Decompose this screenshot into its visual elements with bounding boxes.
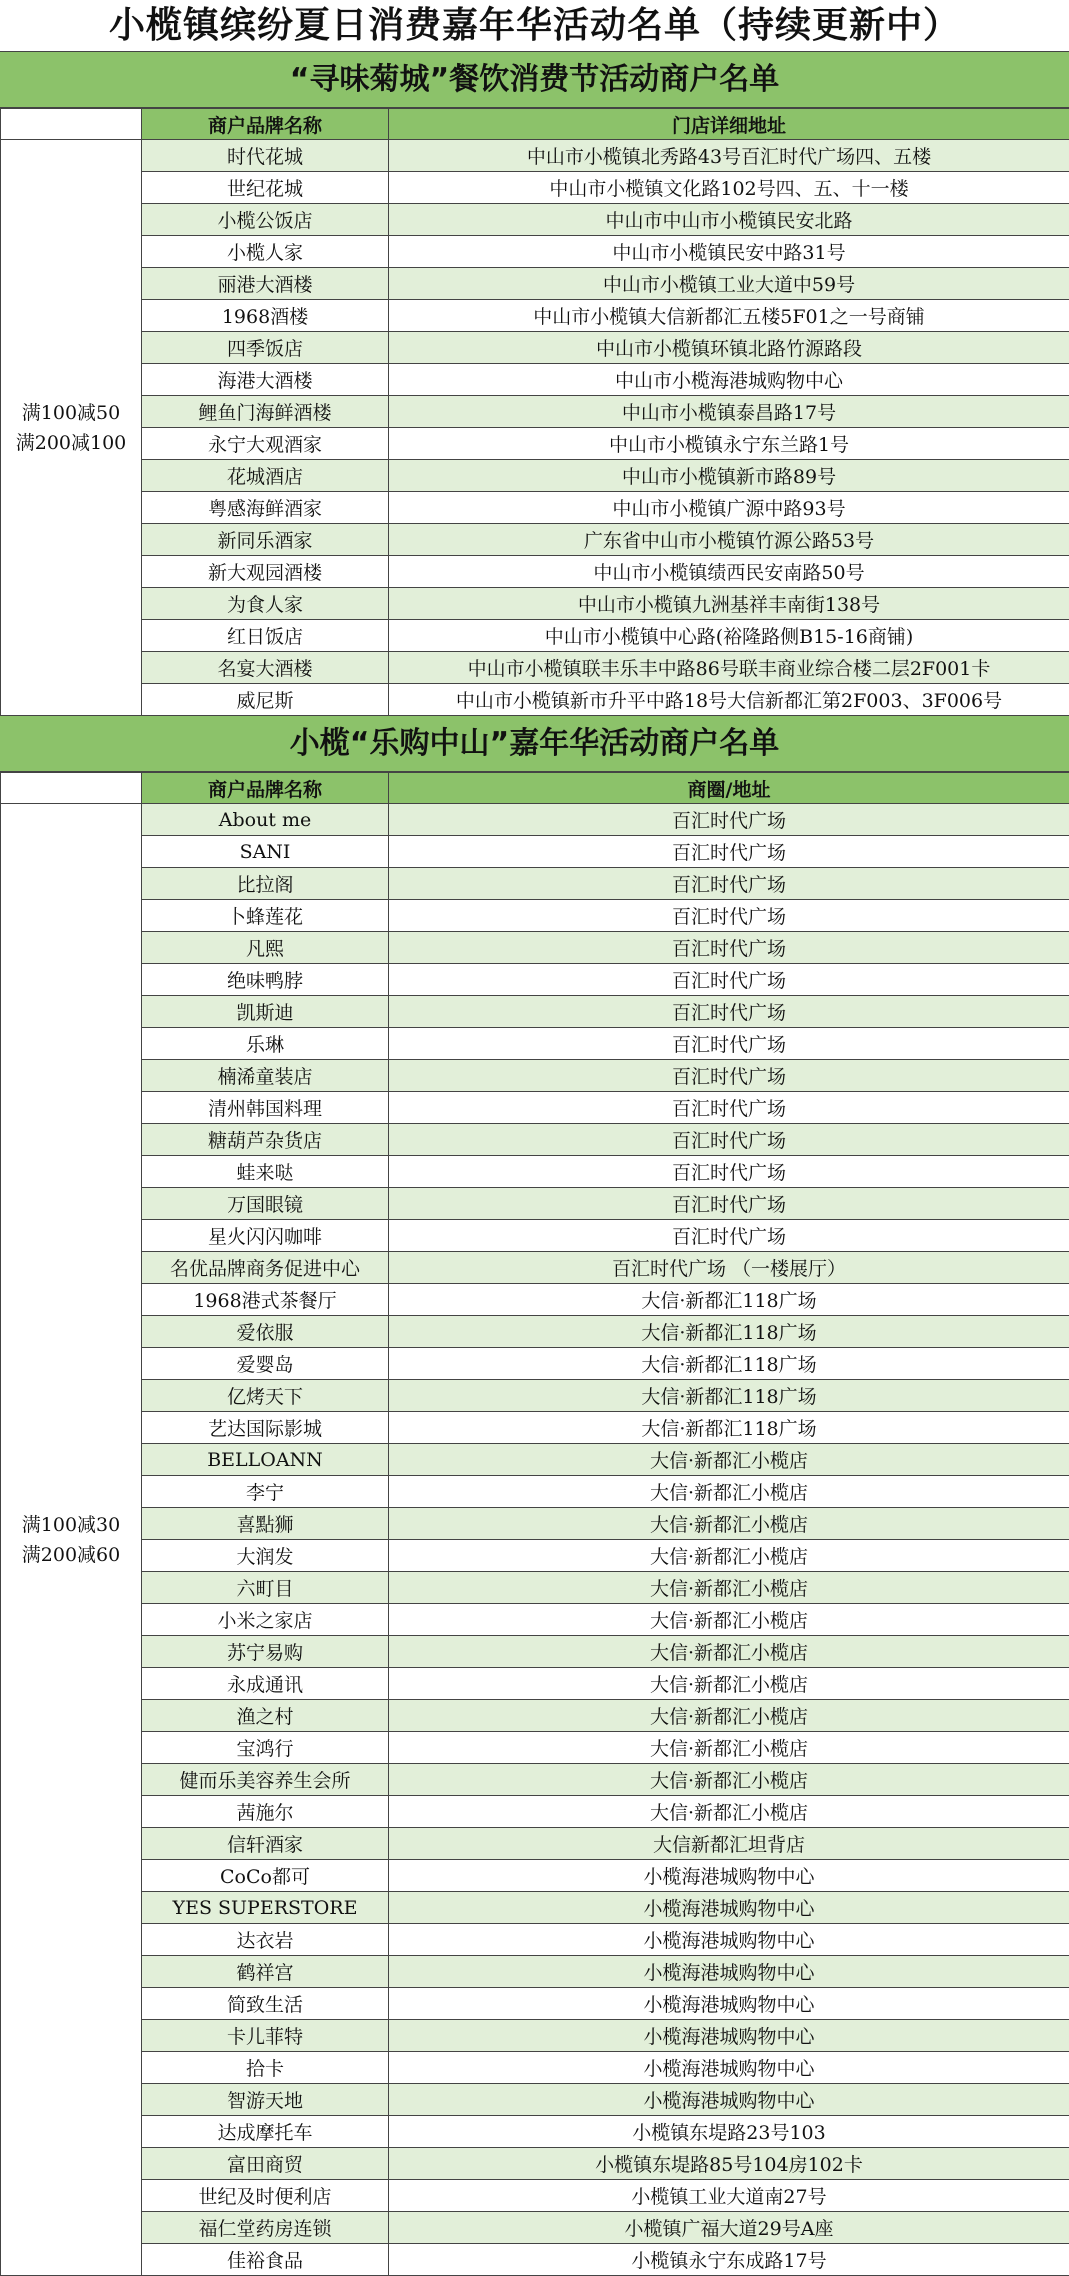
table-row [1, 1668, 1069, 1700]
merchant-name: CoCo都可 [142, 1860, 389, 1892]
table-row [1, 1156, 1069, 1188]
merchant-address: 小榄海港城购物中心 [389, 2052, 1069, 2084]
merchant-name: 李宁 [142, 1476, 389, 1508]
merchant-address: 大信新都汇坦背店 [389, 1828, 1069, 1860]
merchant-address: 中山市小榄镇新市路89号 [389, 460, 1069, 492]
merchant-address: 百汇时代广场 [389, 868, 1069, 900]
merchant-name: 名优品牌商务促进中心 [142, 1252, 389, 1284]
merchant-address: 大信·新都汇小榄店 [389, 1732, 1069, 1764]
merchant-address: 小榄镇永宁东成路17号 [389, 2244, 1069, 2276]
merchant-name: 丽港大酒楼 [142, 268, 389, 300]
merchant-address: 中山市小榄海港城购物中心 [389, 364, 1069, 396]
merchant-address: 大信·新都汇小榄店 [389, 1572, 1069, 1604]
merchant-name: 鲤鱼门海鲜酒楼 [142, 396, 389, 428]
merchant-address: 大信·新都汇小榄店 [389, 1604, 1069, 1636]
merchant-address: 小榄海港城购物中心 [389, 2020, 1069, 2052]
table-row [1, 2180, 1069, 2212]
table-row [1, 1412, 1069, 1444]
table-row [1, 1956, 1069, 1988]
table-row [1, 2116, 1069, 2148]
merchant-name: 世纪花城 [142, 172, 389, 204]
merchant-address: 百汇时代广场 [389, 836, 1069, 868]
merchant-name: BELLOANN [142, 1444, 389, 1476]
merchant-name: 星火闪闪咖啡 [142, 1220, 389, 1252]
table-row [1, 2212, 1069, 2244]
merchant-address: 大信·新都汇小榄店 [389, 1636, 1069, 1668]
merchant-address: 中山市小榄镇中心路(裕隆路侧B15-16商铺) [389, 620, 1069, 652]
merchant-address: 中山市小榄镇大信新都汇五楼5F01之一号商铺 [389, 300, 1069, 332]
section2-table [0, 772, 1069, 2276]
table-row [1, 1316, 1069, 1348]
merchant-name: 楠浠童装店 [142, 1060, 389, 1092]
section1-header: “寻味菊城”餐饮消费节活动商户名单 [0, 52, 1069, 108]
merchant-name: 小榄公饭店 [142, 204, 389, 236]
merchant-address: 小榄海港城购物中心 [389, 1860, 1069, 1892]
page-title: 小榄镇缤纷夏日消费嘉年华活动名单（持续更新中） [0, 0, 1069, 52]
merchant-name: 信轩酒家 [142, 1828, 389, 1860]
table-row [1, 1220, 1069, 1252]
merchant-name: 威尼斯 [142, 684, 389, 716]
table-row [1, 2052, 1069, 2084]
merchant-address: 百汇时代广场 [389, 964, 1069, 996]
table-row [1, 1828, 1069, 1860]
merchant-address: 小榄镇广福大道29号A座 [389, 2212, 1069, 2244]
table-row [1, 2020, 1069, 2052]
merchant-address: 百汇时代广场 [389, 1060, 1069, 1092]
section2-col-name: 商户品牌名称 [142, 773, 389, 804]
table-row [1, 140, 1069, 172]
merchant-name: 世纪及时便利店 [142, 2180, 389, 2212]
merchant-address: 大信·新都汇118广场 [389, 1316, 1069, 1348]
table-row [1, 1188, 1069, 1220]
table-row [1, 204, 1069, 236]
merchant-name: 富田商贸 [142, 2148, 389, 2180]
merchant-address: 中山市小榄镇九洲基祥丰南街138号 [389, 588, 1069, 620]
merchant-name: 清州韩国料理 [142, 1092, 389, 1124]
merchant-address: 百汇时代广场 [389, 1092, 1069, 1124]
merchant-address: 百汇时代广场 [389, 900, 1069, 932]
table-row [1, 964, 1069, 996]
table-row [1, 2148, 1069, 2180]
merchant-name: 佳裕食品 [142, 2244, 389, 2276]
offer-line-2: 满200减100 [15, 431, 127, 454]
merchant-name: YES SUPERSTORE [142, 1892, 389, 1924]
merchant-name: 凯斯迪 [142, 996, 389, 1028]
merchant-name: 乐琳 [142, 1028, 389, 1060]
merchant-address: 中山市小榄镇环镇北路竹源路段 [389, 332, 1069, 364]
merchant-address: 百汇时代广场 [389, 996, 1069, 1028]
table-row [1, 652, 1069, 684]
section1-table [0, 108, 1069, 716]
merchant-name: 为食人家 [142, 588, 389, 620]
table-row [1, 1764, 1069, 1796]
merchant-name: 新大观园酒楼 [142, 556, 389, 588]
merchant-name: 名宴大酒楼 [142, 652, 389, 684]
merchant-address: 大信·新都汇小榄店 [389, 1796, 1069, 1828]
merchant-address: 大信·新都汇118广场 [389, 1412, 1069, 1444]
table-row [1, 556, 1069, 588]
table-row [1, 836, 1069, 868]
table-row [1, 996, 1069, 1028]
table-row [1, 1092, 1069, 1124]
table-row [1, 1540, 1069, 1572]
section1-col-addr: 门店详细地址 [389, 109, 1069, 140]
merchant-name: 1968港式茶餐厅 [142, 1284, 389, 1316]
table-row [1, 2084, 1069, 2116]
offer-line-2: 满200减60 [21, 1543, 121, 1566]
merchant-address: 百汇时代广场 [389, 1028, 1069, 1060]
merchant-name: 爱婴岛 [142, 1348, 389, 1380]
section2-header: 小榄“乐购中山”嘉年华活动商户名单 [0, 716, 1069, 772]
merchant-address: 中山市中山市小榄镇民安北路 [389, 204, 1069, 236]
merchant-address: 小榄海港城购物中心 [389, 1956, 1069, 1988]
table-row [1, 1348, 1069, 1380]
table-row [1, 932, 1069, 964]
merchant-name: 时代花城 [142, 140, 389, 172]
merchant-name: 四季饭店 [142, 332, 389, 364]
table-row [1, 1380, 1069, 1412]
merchant-address: 百汇时代广场 [389, 804, 1069, 836]
merchant-address: 大信·新都汇小榄店 [389, 1444, 1069, 1476]
merchant-address: 小榄海港城购物中心 [389, 1892, 1069, 1924]
merchant-address: 百汇时代广场 [389, 1156, 1069, 1188]
table-row [1, 804, 1069, 836]
merchant-name: 粤感海鲜酒家 [142, 492, 389, 524]
merchant-name: 拾卡 [142, 2052, 389, 2084]
table-row [1, 236, 1069, 268]
table-row [1, 428, 1069, 460]
table-row [1, 1732, 1069, 1764]
table-row [1, 588, 1069, 620]
table-row [1, 1508, 1069, 1540]
section1-header-row [1, 109, 1069, 140]
table-row [1, 868, 1069, 900]
merchant-address: 大信·新都汇小榄店 [389, 1700, 1069, 1732]
merchant-address: 大信·新都汇小榄店 [389, 1668, 1069, 1700]
merchant-name: 苏宁易购 [142, 1636, 389, 1668]
table-row [1, 1860, 1069, 1892]
merchant-address: 大信·新都汇118广场 [389, 1284, 1069, 1316]
merchant-address: 小榄海港城购物中心 [389, 1924, 1069, 1956]
section1-offer [1, 140, 142, 716]
merchant-name: 六町目 [142, 1572, 389, 1604]
table-row [1, 1892, 1069, 1924]
merchant-address: 大信·新都汇小榄店 [389, 1540, 1069, 1572]
merchant-name: 亿烤天下 [142, 1380, 389, 1412]
merchant-name: 喜點狮 [142, 1508, 389, 1540]
table-row [1, 1284, 1069, 1316]
merchant-name: 卜蜂莲花 [142, 900, 389, 932]
merchant-name: 凡熙 [142, 932, 389, 964]
table-row [1, 172, 1069, 204]
merchant-address: 大信·新都汇小榄店 [389, 1764, 1069, 1796]
merchant-name: 渔之村 [142, 1700, 389, 1732]
merchant-name: 1968酒楼 [142, 300, 389, 332]
merchant-name: 达衣岩 [142, 1924, 389, 1956]
table-row [1, 620, 1069, 652]
section2-offer [1, 804, 142, 2276]
section1-body [1, 140, 1069, 716]
merchant-address: 中山市小榄镇文化路102号四、五、十一楼 [389, 172, 1069, 204]
table-row [1, 1700, 1069, 1732]
merchant-name: 宝鸿行 [142, 1732, 389, 1764]
merchant-address: 中山市小榄镇新市升平中路18号大信新都汇第2F003、3F006号 [389, 684, 1069, 716]
merchant-name: About me [142, 804, 389, 836]
table-row [1, 1028, 1069, 1060]
merchant-address: 小榄海港城购物中心 [389, 2084, 1069, 2116]
merchant-address: 小榄镇工业大道南27号 [389, 2180, 1069, 2212]
section2-header-row [1, 773, 1069, 804]
merchant-address: 中山市小榄镇广源中路93号 [389, 492, 1069, 524]
table-row [1, 460, 1069, 492]
offer-line-1: 满100减30 [21, 1513, 121, 1536]
table-row [1, 1060, 1069, 1092]
merchant-name: 茜施尔 [142, 1796, 389, 1828]
merchant-name: 福仁堂药房连锁 [142, 2212, 389, 2244]
merchant-address: 广东省中山市小榄镇竹源公路53号 [389, 524, 1069, 556]
table-row [1, 396, 1069, 428]
merchant-name: 绝味鸭脖 [142, 964, 389, 996]
table-row [1, 364, 1069, 396]
table-row [1, 1988, 1069, 2020]
merchant-address: 小榄镇东堤路85号104房102卡 [389, 2148, 1069, 2180]
merchant-address: 中山市小榄镇绩西民安南路50号 [389, 556, 1069, 588]
table-row [1, 1444, 1069, 1476]
merchant-name: 爱依服 [142, 1316, 389, 1348]
table-row [1, 1124, 1069, 1156]
merchant-name: 糖葫芦杂货店 [142, 1124, 389, 1156]
merchant-address: 大信·新都汇118广场 [389, 1348, 1069, 1380]
table-row [1, 524, 1069, 556]
merchant-address: 中山市小榄镇永宁东兰路1号 [389, 428, 1069, 460]
merchant-address: 大信·新都汇118广场 [389, 1380, 1069, 1412]
merchant-address: 百汇时代广场 （一楼展厅） [389, 1252, 1069, 1284]
table-row [1, 492, 1069, 524]
merchant-address: 百汇时代广场 [389, 932, 1069, 964]
merchant-name: 简致生活 [142, 1988, 389, 2020]
merchant-name: 健而乐美容养生会所 [142, 1764, 389, 1796]
merchant-name: 小榄人家 [142, 236, 389, 268]
merchant-name: 达成摩托车 [142, 2116, 389, 2148]
table-row [1, 1796, 1069, 1828]
merchant-name: 鹤祥宫 [142, 1956, 389, 1988]
offer-line-1: 满100减50 [21, 401, 121, 424]
table-row [1, 1636, 1069, 1668]
table-row [1, 332, 1069, 364]
table-row [1, 1604, 1069, 1636]
merchant-name: 永成通讯 [142, 1668, 389, 1700]
table-row [1, 684, 1069, 716]
table-row [1, 900, 1069, 932]
merchant-name: 海港大酒楼 [142, 364, 389, 396]
merchant-name: 红日饭店 [142, 620, 389, 652]
table-row [1, 1252, 1069, 1284]
merchant-address: 百汇时代广场 [389, 1188, 1069, 1220]
section2-col-addr: 商圈/地址 [389, 773, 1069, 804]
merchant-name: 小米之家店 [142, 1604, 389, 1636]
merchant-name: 智游天地 [142, 2084, 389, 2116]
merchant-name: 大润发 [142, 1540, 389, 1572]
table-row [1, 300, 1069, 332]
merchant-name: 永宁大观酒家 [142, 428, 389, 460]
merchant-address: 中山市小榄镇联丰乐丰中路86号联丰商业综合楼二层2F001卡 [389, 652, 1069, 684]
merchant-name: 万国眼镜 [142, 1188, 389, 1220]
merchant-name: 卡儿菲特 [142, 2020, 389, 2052]
offer-header-blank [1, 109, 142, 140]
merchant-name: SANI [142, 836, 389, 868]
merchant-address: 中山市小榄镇工业大道中59号 [389, 268, 1069, 300]
table-row [1, 1476, 1069, 1508]
table-row [1, 268, 1069, 300]
merchant-address: 中山市小榄镇北秀路43号百汇时代广场四、五楼 [389, 140, 1069, 172]
merchant-address: 大信·新都汇小榄店 [389, 1476, 1069, 1508]
table-row [1, 1924, 1069, 1956]
merchant-address: 中山市小榄镇民安中路31号 [389, 236, 1069, 268]
offer-header-blank [1, 773, 142, 804]
merchant-address: 中山市小榄镇泰昌路17号 [389, 396, 1069, 428]
section2-body [1, 804, 1069, 2276]
merchant-name: 比拉阁 [142, 868, 389, 900]
merchant-address: 百汇时代广场 [389, 1220, 1069, 1252]
merchant-name: 新同乐酒家 [142, 524, 389, 556]
merchant-name: 艺达国际影城 [142, 1412, 389, 1444]
merchant-address: 大信·新都汇小榄店 [389, 1508, 1069, 1540]
merchant-name: 花城酒店 [142, 460, 389, 492]
merchant-name: 蛙来哒 [142, 1156, 389, 1188]
section1-col-name: 商户品牌名称 [142, 109, 389, 140]
merchant-address: 小榄海港城购物中心 [389, 1988, 1069, 2020]
merchant-address: 小榄镇东堤路23号103 [389, 2116, 1069, 2148]
merchant-address: 百汇时代广场 [389, 1124, 1069, 1156]
table-row [1, 2244, 1069, 2276]
table-row [1, 1572, 1069, 1604]
